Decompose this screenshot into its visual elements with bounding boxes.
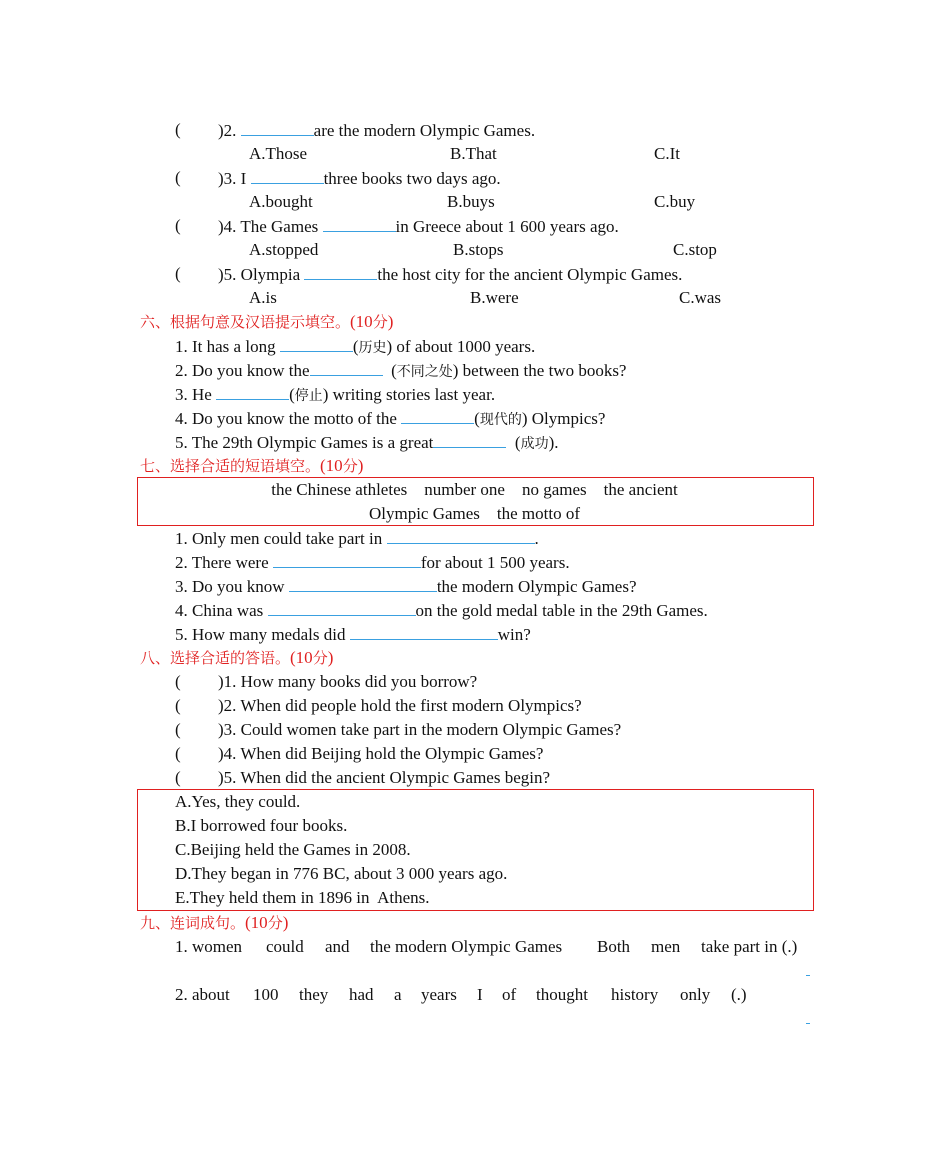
question-text: )2. When did people hold the first modern Olympics? — [218, 696, 582, 715]
q5-2-paren: ( — [175, 120, 181, 139]
score-unit: 分 — [267, 914, 283, 932]
q5-4-number: )4. The Games — [218, 217, 319, 236]
item-text: 1. It has a long — [175, 337, 280, 356]
option-a: A.bought — [249, 192, 313, 211]
item-text: ) writing stories last year. — [322, 385, 496, 404]
fill-item-1 — [175, 335, 535, 359]
scramble-word: only — [680, 985, 711, 1004]
option-a: A.stopped — [249, 240, 319, 259]
score-close: ) — [387, 312, 394, 331]
scramble-word: (.) — [731, 985, 747, 1004]
answer-paren[interactable]: ( — [175, 768, 181, 787]
fill-item-4 — [175, 407, 605, 431]
q5-4-stem — [218, 215, 619, 238]
scramble-word: Both — [597, 937, 631, 956]
option-b: B.That — [450, 144, 497, 163]
answer-option-a: A.Yes, they could. — [175, 792, 301, 811]
item-text: win? — [497, 625, 531, 644]
scramble-word: 100 — [253, 985, 279, 1004]
item-text: 3. Do you know — [175, 577, 289, 596]
item-text: ) between the two books? — [452, 361, 627, 380]
paren: ( — [352, 337, 359, 356]
q5-4-text: in Greece about 1 600 years ago. — [395, 217, 619, 236]
item-text: the modern Olympic Games? — [436, 577, 637, 596]
score-close: ) — [327, 648, 334, 667]
scramble-word: could — [266, 937, 304, 956]
section-heading-8 — [140, 647, 333, 669]
answer-paren[interactable]: ( — [175, 720, 181, 739]
item-text: on the gold medal table in the 29th Games. — [415, 601, 708, 620]
answer-option-b: B.I borrowed four books. — [175, 816, 348, 835]
option-b: B.buys — [447, 192, 495, 211]
item-text: 1. Only men could take part in — [175, 529, 387, 548]
scramble-word: the modern Olympic Games — [370, 937, 563, 956]
answer-blank[interactable] — [310, 359, 383, 376]
phrase-item-1 — [175, 527, 539, 550]
fill-item-3 — [175, 383, 495, 407]
item-text: ) Olympics? — [521, 409, 606, 428]
answer-paren[interactable]: ( — [175, 672, 181, 691]
paren: ( — [382, 361, 397, 380]
fill-item-2 — [175, 359, 626, 383]
answer-blank[interactable] — [387, 527, 535, 544]
item-text: ) of about 1000 years. — [386, 337, 536, 356]
section-score: (10 — [245, 913, 268, 932]
scramble-word: I — [477, 985, 483, 1004]
chinese-hint: 停止 — [294, 388, 323, 404]
score-unit: 分 — [372, 313, 388, 331]
item-text: 3. He — [175, 385, 217, 404]
section-heading-7 — [140, 455, 363, 477]
scramble-word: a — [394, 985, 402, 1004]
section-score: (10 — [350, 312, 373, 331]
section-heading-9 — [140, 912, 288, 934]
option-c: C.stop — [673, 240, 717, 259]
option-b: B.stops — [453, 240, 504, 259]
section-score: (10 — [290, 648, 313, 667]
scramble-word: years — [421, 985, 457, 1004]
paren: ( — [289, 385, 295, 404]
q5-3-paren: ( — [175, 168, 181, 187]
answer-blank[interactable] — [433, 431, 506, 448]
item-text: 2. Do you know the — [175, 361, 310, 380]
chinese-hint: 现代的 — [479, 412, 522, 428]
phrase-item-4 — [175, 599, 708, 622]
q5-3-stem — [218, 167, 501, 190]
option-a: A.is — [249, 288, 277, 307]
option-b: B.were — [470, 288, 519, 307]
answer-paren[interactable]: ( — [175, 744, 181, 763]
answer-blank[interactable] — [350, 623, 498, 640]
answer-option-e: E.They held them in 1896 in Athens. — [175, 888, 430, 907]
phrase-bank-line-1: the Chinese athletes number one no games the ancient — [271, 480, 678, 499]
item-text: 5. The 29th Olympic Games is a great — [175, 433, 434, 452]
answer-blank[interactable] — [268, 599, 416, 616]
score-unit: 分 — [312, 649, 328, 667]
answer-line-marker — [806, 975, 810, 976]
phrase-item-2 — [175, 551, 570, 574]
answer-blank[interactable] — [216, 383, 289, 400]
score-close: ) — [357, 456, 364, 475]
answer-blank[interactable] — [323, 215, 396, 232]
option-c: C.buy — [654, 192, 696, 211]
option-a: A.Those — [249, 144, 308, 163]
answer-option-c: C.Beijing held the Games in 2008. — [175, 840, 411, 859]
item-text: 4. Do you know the motto of the — [175, 409, 402, 428]
answer-line-marker — [806, 1023, 810, 1024]
section-title: 九、连词成句。 — [140, 914, 246, 932]
scramble-word: and — [325, 937, 350, 956]
scramble-word: had — [349, 985, 374, 1004]
paren: ( — [506, 433, 521, 452]
section-heading-6 — [140, 311, 393, 333]
scramble-word: men — [651, 937, 681, 956]
q5-2-stem — [218, 119, 535, 142]
q5-3-number: )3. I — [218, 169, 247, 188]
item-text: 5. How many medals did — [175, 625, 350, 644]
scramble-word: 2. about — [175, 985, 230, 1004]
answer-blank[interactable] — [273, 551, 421, 568]
paren: ( — [474, 409, 480, 428]
item-text: 2. There were — [175, 553, 273, 572]
answer-paren[interactable]: ( — [175, 696, 181, 715]
item-text: . — [534, 529, 539, 548]
q5-4-paren: ( — [175, 216, 181, 235]
q5-5-number: )5. Olympia — [218, 265, 301, 284]
scramble-word: thought — [536, 985, 588, 1004]
answer-blank[interactable] — [289, 575, 437, 592]
question-text: )5. When did the ancient Olympic Games begin? — [218, 768, 551, 787]
item-text: 4. China was — [175, 601, 268, 620]
q5-5-paren: ( — [175, 264, 181, 283]
section-title: 七、选择合适的短语填空。 — [140, 457, 321, 475]
question-text: )1. How many books did you borrow? — [218, 672, 478, 691]
scramble-word: take part in (.) — [701, 937, 798, 956]
score-unit: 分 — [342, 457, 358, 475]
q5-5-stem — [218, 263, 682, 286]
fill-item-5 — [175, 431, 559, 455]
scramble-word: 1. women — [175, 937, 243, 956]
section-title: 六、根据句意及汉语提示填空。 — [140, 313, 351, 331]
answer-blank[interactable] — [280, 335, 353, 352]
scramble-word: history — [611, 985, 659, 1004]
option-c: C.was — [679, 288, 722, 307]
q5-2-text: are the modern Olympic Games. — [313, 121, 536, 140]
section-score: (10 — [320, 456, 343, 475]
q5-3-text: three books two days ago. — [323, 169, 501, 188]
answer-option-d: D.They began in 776 BC, about 3 000 years ago. — [175, 864, 508, 883]
chinese-hint: 历史 — [358, 340, 387, 356]
section-title: 八、选择合适的答语。 — [140, 649, 291, 667]
q5-2-number: )2. — [218, 121, 237, 140]
q5-5-text: the host city for the ancient Olympic Games. — [377, 265, 683, 284]
answer-blank[interactable] — [304, 263, 377, 280]
question-text: )3. Could women take part in the modern Olympic Games? — [218, 720, 622, 739]
option-c: C.It — [654, 144, 680, 163]
chinese-hint: 不同之处 — [396, 364, 453, 380]
phrase-item-5 — [175, 623, 531, 646]
phrase-item-3 — [175, 575, 637, 598]
chinese-hint: 成功 — [520, 436, 549, 452]
phrase-bank-line-2: Olympic Games the motto of — [368, 504, 581, 523]
item-text: for about 1 500 years. — [420, 553, 570, 572]
scramble-word: of — [502, 985, 517, 1004]
answer-blank[interactable] — [401, 407, 474, 424]
item-text: ). — [548, 433, 559, 452]
score-close: ) — [282, 913, 289, 932]
question-text: )4. When did Beijing hold the Olympic Games? — [218, 744, 544, 763]
scramble-word: they — [299, 985, 329, 1004]
answer-blank[interactable] — [251, 167, 324, 184]
answer-blank[interactable] — [241, 119, 314, 136]
